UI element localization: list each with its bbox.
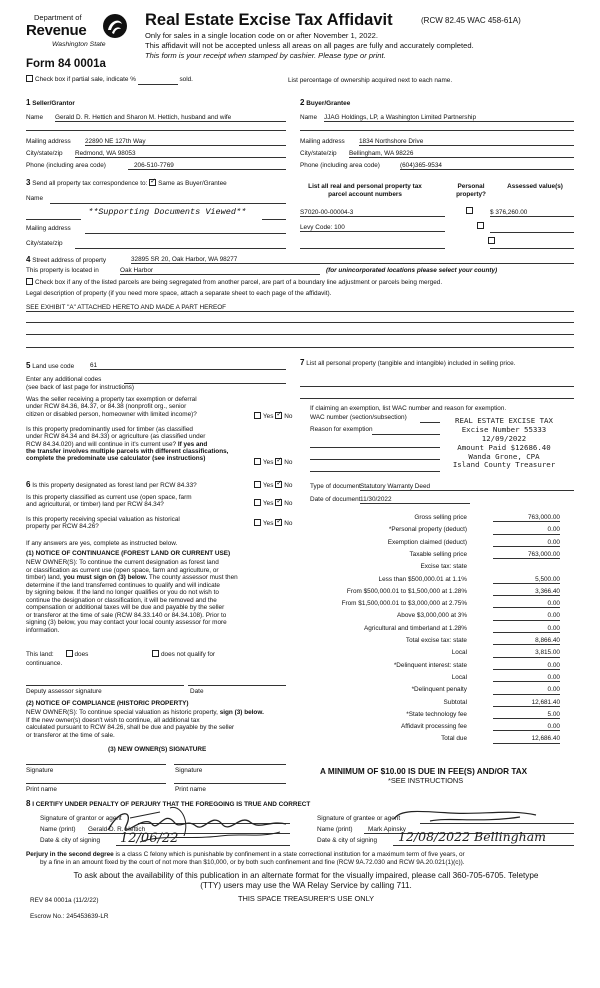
certify-heading: 8 I CERTIFY UNDER PENALTY OF PERJURY THAT THE FOREGOING IS TRUE AND CORRECT bbox=[26, 799, 311, 808]
header-line-3: This form is your receipt when stamped by cashier. Please type or print. bbox=[145, 51, 386, 60]
q-curuse-yn: Yes ✓ No bbox=[254, 500, 292, 508]
assessed-col-head: Assessed value(s) bbox=[507, 183, 563, 190]
seller-address[interactable]: 22890 NE 127th Way bbox=[85, 138, 286, 146]
owner-sig-lbl-2: Signature bbox=[175, 767, 203, 774]
segregation-row: Check box if any of the listed parcels are being segregated from another parcel, are part of a boundary line adjustment or parcels being merged. bbox=[26, 279, 442, 287]
tax-label: Agricultural and timberland at 1.28% bbox=[363, 624, 467, 632]
seller-city[interactable]: Redmond, WA 98053 bbox=[75, 150, 286, 158]
tax-label: Taxable selling price bbox=[409, 550, 467, 558]
located-note: (for unincorporated locations please select your county) bbox=[326, 267, 498, 274]
buyer-addr-lbl: Mailing address bbox=[300, 138, 345, 145]
new-owner-sig-head: (3) NEW OWNER(S) SIGNATURE bbox=[108, 746, 207, 753]
buyer-city[interactable]: Bellingham, WA 98226 bbox=[349, 150, 574, 158]
partial-sale: Check box if partial sale, indicate % sold. bbox=[26, 76, 193, 85]
tax-label: Total due bbox=[441, 735, 467, 743]
corr-city-lbl: City/state/zip bbox=[26, 240, 63, 247]
forest-no-checkbox[interactable] bbox=[275, 481, 282, 488]
minimum-due: A MINIMUM OF $10.00 IS DUE IN FEE(S) AND/OR TAX bbox=[320, 767, 528, 776]
parcel-col-head: List all real and personal property tax parcel account numbers bbox=[308, 183, 422, 199]
tax-label: Above $3,000,000 at 3% bbox=[397, 612, 467, 620]
tax-value[interactable]: 5.00 bbox=[493, 711, 560, 719]
partial-percent-field[interactable] bbox=[138, 76, 178, 84]
corr-addr-lbl: Mailing address bbox=[26, 225, 71, 232]
parcel-1[interactable]: S7020-00-00004-3 bbox=[300, 209, 445, 217]
q-forest-yn: Yes ✓ No bbox=[254, 482, 292, 490]
escrow-number: Escrow No.: 245453639-LR bbox=[30, 913, 109, 920]
street-heading: 4 Street address of property bbox=[26, 255, 107, 264]
segregation-checkbox[interactable] bbox=[26, 278, 33, 285]
tax-value[interactable]: 0.00 bbox=[493, 674, 560, 682]
tax-value[interactable]: 0.00 bbox=[493, 625, 560, 633]
corr-heading: 3 Send all property tax correspondence to: ✓ Same as Buyer/Grantee bbox=[26, 178, 227, 187]
exempt-yes-checkbox[interactable] bbox=[254, 412, 261, 419]
form-title: Real Estate Excise Tax Affidavit bbox=[145, 11, 393, 29]
timber-no-checkbox[interactable] bbox=[275, 458, 282, 465]
tax-value[interactable]: 763,000.00 bbox=[493, 551, 560, 559]
land-use-heading: 5 Land use code bbox=[26, 361, 75, 370]
grantee-date-lbl: Date & city of signing bbox=[317, 837, 378, 844]
tax-value[interactable]: 763,000.00 bbox=[493, 514, 560, 522]
tax-label: Local bbox=[451, 673, 467, 681]
doc-date-lbl: Date of document bbox=[310, 496, 361, 503]
tax-label: Excise tax: state bbox=[420, 563, 467, 571]
if-any-yes: If any answers are yes, complete as instructed below. bbox=[26, 540, 178, 547]
see-instructions: *SEE INSTRUCTIONS bbox=[388, 776, 464, 785]
located-in[interactable]: Oak Harbor bbox=[120, 267, 320, 275]
seller-name[interactable]: Gerald D. R. Hettich and Sharon M. Hettich, husband and wife bbox=[55, 114, 286, 122]
tax-label: Total excise tax: state bbox=[405, 637, 467, 644]
supporting-docs-viewed: **Supporting Documents Viewed** bbox=[88, 207, 247, 217]
tax-value[interactable]: 0.00 bbox=[493, 612, 560, 620]
legal-description[interactable]: SEE EXHIBIT "A" ATTACHED HERETO AND MADE A PART HEREOF bbox=[26, 304, 574, 312]
buyer-phone[interactable]: (604)365-9534 bbox=[400, 162, 574, 170]
exemption-reason-lbl: Reason for exemption bbox=[310, 426, 373, 433]
legal-desc-lbl: Legal description of property (if you need more space, attach a separate sheet to each page of the affidavit). bbox=[26, 290, 332, 297]
tax-label: Local bbox=[451, 649, 467, 657]
buyer-city-lbl: City/state/zip bbox=[300, 150, 337, 157]
buyer-address[interactable]: 1834 Northshore Drive bbox=[359, 138, 574, 146]
tax-value[interactable]: 12,686.40 bbox=[493, 735, 560, 743]
grantee-sig-lbl: Signature of grantee or agent bbox=[317, 815, 401, 822]
grantee-date-handwritten: 12/08/2022 Bellingham bbox=[398, 829, 547, 844]
timber-yes-checkbox[interactable] bbox=[254, 458, 261, 465]
tax-value[interactable]: 0.00 bbox=[493, 723, 560, 731]
grantor-date-handwritten: 12/06/22 bbox=[120, 831, 179, 846]
grantor-sig-lbl: Signature of grantor or agent bbox=[40, 815, 122, 822]
additional-codes-lbl: Enter any additional codes bbox=[26, 376, 102, 383]
located-in-lbl: This property is located in bbox=[26, 267, 99, 274]
notice-compliance-text: NEW OWNER(S): To continue special valuation as historic property, sign (3) below. If the new owner(s) doesn't wish to continue, all additional tax calculated pursuant to RCW 84.26, shall be due and payable by the seller or transferor at the time of sale. bbox=[26, 709, 264, 739]
owner-pn-lbl-2: Print name bbox=[175, 786, 206, 793]
current-use-question: Is this property classified as current use (open space, farm and agricultural, or timber) land per RCW 84.34? bbox=[26, 494, 192, 509]
partial-sale-checkbox[interactable] bbox=[26, 75, 33, 82]
historic-question: Is this property receiving special valuation as historical property per RCW 84.26? bbox=[26, 516, 180, 531]
tax-label: Exemption claimed (deduct) bbox=[387, 538, 467, 546]
timber-question: Is this property predominantly used for timber (as classified under RCW 84.34 and 84.33) or agriculture (as classified under RCW 84.34.020) and will continue in it's current use? If yes and the transfer involves multiple parcels with different classifications, complete the predominate use calculator (see instructions) bbox=[26, 426, 229, 463]
exempt-no-checkbox[interactable] bbox=[275, 412, 282, 419]
assessed-1[interactable]: $ 376,260.00 bbox=[490, 209, 574, 217]
tax-value[interactable]: 0.00 bbox=[493, 539, 560, 547]
grantee-name[interactable]: Mark Apinsky bbox=[364, 826, 574, 834]
does-not-row: does not qualify for bbox=[152, 651, 215, 659]
dor-dept-of: Department of bbox=[34, 13, 82, 22]
this-land-row: This land: does bbox=[26, 651, 89, 659]
grantee-name-lbl: Name (print) bbox=[317, 826, 353, 833]
grantor-name-lbl: Name (print) bbox=[40, 826, 76, 833]
personal-1-checkbox[interactable] bbox=[466, 207, 473, 214]
header-line-2: This affidavit will not be accepted unless all areas on all pages are fully and accurately completed. bbox=[145, 41, 474, 50]
tax-label: *Delinquent penalty bbox=[411, 686, 467, 694]
tax-value[interactable]: 0.00 bbox=[493, 526, 560, 534]
tax-value[interactable]: 0.00 bbox=[493, 662, 560, 670]
form-revision: REV 84 0001a (11/2/22) bbox=[30, 897, 99, 904]
exemption-question: Was the seller receiving a property tax exemption or deferral under RCW 84.36, 84.37, or 84.38 (nonprofit org., senior citizen or disabled person, homeowner with limited income)? bbox=[26, 396, 197, 418]
historic-yes-checkbox[interactable] bbox=[254, 519, 261, 526]
deputy-date-lbl: Date bbox=[190, 688, 204, 695]
header-line-1: Only for sales in a single location code on or after November 1, 2022. bbox=[145, 31, 379, 40]
notice-compliance-head: (2) NOTICE OF COMPLIANCE (HISTORIC PROPERTY) bbox=[26, 700, 189, 707]
seller-addr-lbl: Mailing address bbox=[26, 138, 71, 145]
seller-city-lbl: City/state/zip bbox=[26, 150, 63, 157]
tax-label: Subtotal bbox=[443, 698, 467, 706]
buyer-name[interactable]: JJAG Holdings, LP, a Washington Limited Partnership bbox=[324, 114, 574, 122]
seller-phone-lbl: Phone (including area code) bbox=[26, 162, 106, 169]
treasurer-use-only: THIS SPACE TREASURER'S USE ONLY bbox=[238, 894, 375, 903]
dor-swirl-icon bbox=[102, 12, 128, 40]
notice-continuance-head: (1) NOTICE OF CONTINUANCE (FOREST LAND OR CURRENT USE) bbox=[26, 550, 231, 557]
continuance-word: continuance. bbox=[26, 660, 63, 667]
wac-instruction: If claiming an exemption, list WAC number and reason for exemption. bbox=[310, 405, 507, 412]
levy-code[interactable]: Levy Code: 100 bbox=[300, 224, 445, 232]
doc-type-lbl: Type of document bbox=[310, 483, 361, 490]
tax-label: Affidavit processing fee bbox=[401, 723, 467, 731]
dor-wa-state: Washington State bbox=[52, 41, 106, 48]
curuse-no-checkbox[interactable] bbox=[275, 499, 282, 506]
tax-value[interactable]: 0.00 bbox=[493, 686, 560, 694]
grantor-date-lbl: Date & city of signing bbox=[40, 837, 101, 844]
tax-label: From $500,000.01 to $1,500,000 at 1.28% bbox=[346, 587, 467, 595]
dor-revenue: Revenue bbox=[26, 22, 87, 39]
personal-2-checkbox[interactable] bbox=[477, 222, 484, 229]
forest-question: 6 Is this property designated as forest land per RCW 84.33? bbox=[26, 480, 197, 489]
personal-3-checkbox[interactable] bbox=[488, 237, 495, 244]
same-as-buyer-checkbox[interactable] bbox=[149, 179, 156, 186]
tax-label: Gross selling price bbox=[414, 514, 467, 521]
street-address[interactable]: 32895 SR 20, Oak Harbor, WA 98277 bbox=[131, 256, 574, 264]
personal-property-heading: 7 List all personal property (tangible and intangible) included in selling price. bbox=[300, 358, 516, 367]
buyer-name-lbl: Name bbox=[300, 114, 318, 121]
personal-col-head: Personal property? bbox=[456, 183, 486, 199]
additional-codes-note: (see back of last page for instructions) bbox=[26, 384, 134, 391]
treasurer-receipt-stamp: REAL ESTATE EXCISE TAX Excise Number 55333 12/09/2022 Amount Paid $12686.40 Wanda Grone, CPA Island County Treasurer bbox=[452, 416, 556, 470]
tax-value[interactable]: 0.00 bbox=[493, 600, 560, 608]
forest-yes-checkbox[interactable] bbox=[254, 481, 261, 488]
form-citation: (RCW 82.45 WAC 458-61A) bbox=[421, 16, 521, 25]
does-checkbox[interactable] bbox=[66, 650, 73, 657]
doc-date[interactable]: 11/30/2022 bbox=[360, 496, 470, 504]
seller-heading: 1 Seller/Grantor bbox=[26, 98, 75, 107]
buyer-phone-lbl: Phone (including area code) bbox=[300, 162, 380, 169]
owner-pn-lbl-1: Print name bbox=[26, 786, 57, 793]
tax-value[interactable]: 12,681.40 bbox=[493, 699, 560, 707]
grantee-signature bbox=[390, 805, 540, 827]
wac-number-lbl: WAC number (section/subsection) bbox=[310, 414, 407, 421]
tax-value[interactable]: 5,500.00 bbox=[493, 576, 560, 584]
corr-name-lbl: Name bbox=[26, 195, 44, 202]
tax-label: *Personal property (deduct) bbox=[388, 526, 467, 534]
does-not-checkbox[interactable] bbox=[152, 650, 159, 657]
tax-value[interactable]: 3,366.40 bbox=[493, 588, 560, 596]
doc-type[interactable]: Statutory Warranty Deed bbox=[360, 483, 574, 491]
notice-continuance-text: NEW OWNER(S): To continue the current designation as forest land or classification as current use (open space, farm and agriculture, or timber) land, you must sign on (3) below. The county assessor must then determine if the land transferred continues to qualify and will indicate by signing below. If the land no longer qualifies or you do not wish to continue the designation or classification, it will be removed and the compensation or additional taxes will be due and payable by the seller or transferor at the time of sale (RCW 84.33.140 or 84.34.108). Prior to signing (3) below, you may contact your local county assessor for more information. bbox=[26, 559, 238, 634]
curuse-yes-checkbox[interactable] bbox=[254, 499, 261, 506]
owner-sig-lbl-1: Signature bbox=[26, 767, 54, 774]
ownership-note: List percentage of ownership acquired next to each name. bbox=[288, 77, 453, 84]
deputy-sig-lbl: Deputy assessor signature bbox=[26, 688, 102, 695]
grantor-name[interactable]: Gerald D. R. Hettich bbox=[88, 826, 290, 834]
land-use-code[interactable]: 61 bbox=[90, 362, 286, 370]
q-historic-yn: Yes ✓ No bbox=[254, 520, 292, 528]
dor-logo bbox=[26, 12, 132, 56]
seller-phone[interactable]: 206-510-7769 bbox=[128, 162, 286, 170]
perjury-text: Perjury in the second degree is a class C felony which is punishable by confinement in a state correctional institution for a maximum term of five years, or by a fine in an amount fixed by the court of not more than $10,000, or by both such confinement and fine (RCW 9A.72.030 and RCW 9A.20.021(1)(c)). bbox=[26, 851, 465, 866]
tax-value[interactable]: 8,866.40 bbox=[493, 637, 560, 645]
tax-value[interactable]: 3,815.00 bbox=[493, 649, 560, 657]
tax-label: Less than $500,000.01 at 1.1% bbox=[378, 575, 467, 583]
historic-no-checkbox[interactable] bbox=[275, 519, 282, 526]
buyer-heading: 2 Buyer/Grantee bbox=[300, 98, 351, 107]
tax-label: *State technology fee bbox=[406, 710, 467, 718]
tax-label: From $1,500,000.01 to $3,000,000 at 2.75% bbox=[341, 600, 467, 608]
seller-name-lbl: Name bbox=[26, 114, 44, 121]
tax-label: *Delinquent interest: state bbox=[393, 661, 467, 669]
q-timber-yn: Yes ✓ No bbox=[254, 459, 292, 467]
alt-format-text: To ask about the availability of this publication in an alternate format for the visually impaired, please call 360-705-6705. Teletype (TTY) users may use the WA Relay Service by calling 711. bbox=[73, 871, 539, 891]
form-number: Form 84 0001a bbox=[26, 58, 106, 70]
q-exempt-yn: Yes ✓ No bbox=[254, 413, 292, 421]
